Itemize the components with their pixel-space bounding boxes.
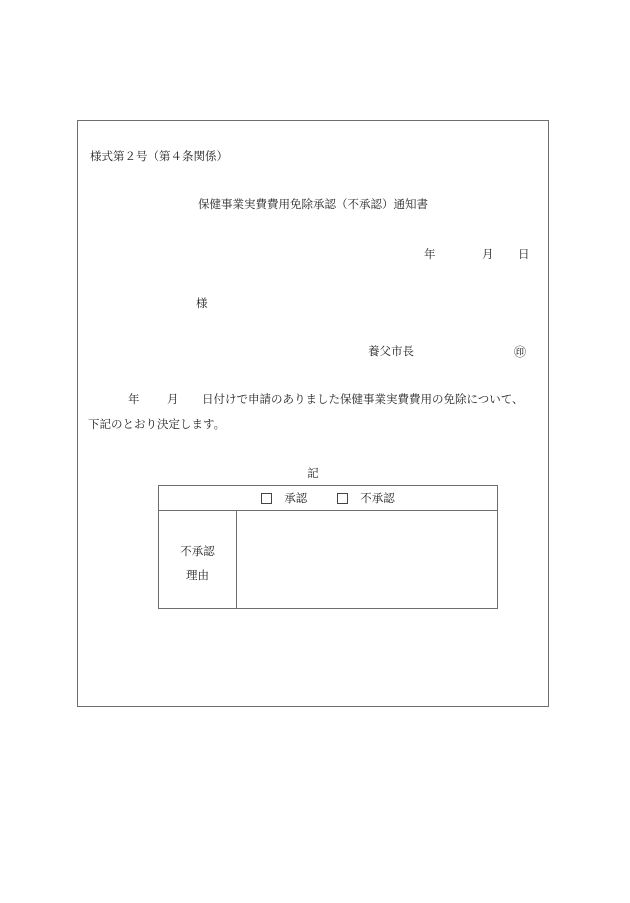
document-title: 保健事業実費費用免除承認（不承認）通知書 — [198, 197, 428, 211]
reason-label-line2: 理由 — [186, 568, 209, 582]
body-year-label: 年 — [128, 392, 140, 406]
reason-value-cell[interactable] — [237, 511, 497, 608]
addressee-suffix: 様 — [196, 296, 208, 310]
reason-label-cell — [159, 511, 237, 608]
date-month-label: 月 — [482, 247, 494, 261]
issuer-name: 養父市長 — [368, 344, 414, 358]
decision-options-row — [159, 486, 497, 511]
body-text-line1: 日付けで申請のありました保健事業実費費用の免除について、 — [202, 392, 524, 406]
body-month-label: 月 — [167, 392, 179, 406]
option-disapprove[interactable] — [337, 490, 395, 506]
decision-table — [158, 485, 498, 609]
option-approve[interactable] — [261, 490, 307, 506]
checkbox-icon[interactable] — [337, 493, 348, 504]
form-number: 様式第２号（第４条関係） — [90, 149, 228, 163]
seal-icon: ㊞ — [514, 345, 527, 359]
date-year-label: 年 — [424, 247, 436, 261]
body-text-line2: 下記のとおり決定します。 — [88, 417, 226, 431]
option-disapprove-label: 不承認 — [360, 491, 395, 505]
record-heading: 記 — [307, 466, 319, 480]
date-day-label: 日 — [518, 247, 530, 261]
reason-label-line1: 不承認 — [180, 544, 215, 558]
checkbox-icon[interactable] — [261, 493, 272, 504]
document-frame — [77, 120, 549, 707]
option-approve-label: 承認 — [284, 491, 308, 505]
